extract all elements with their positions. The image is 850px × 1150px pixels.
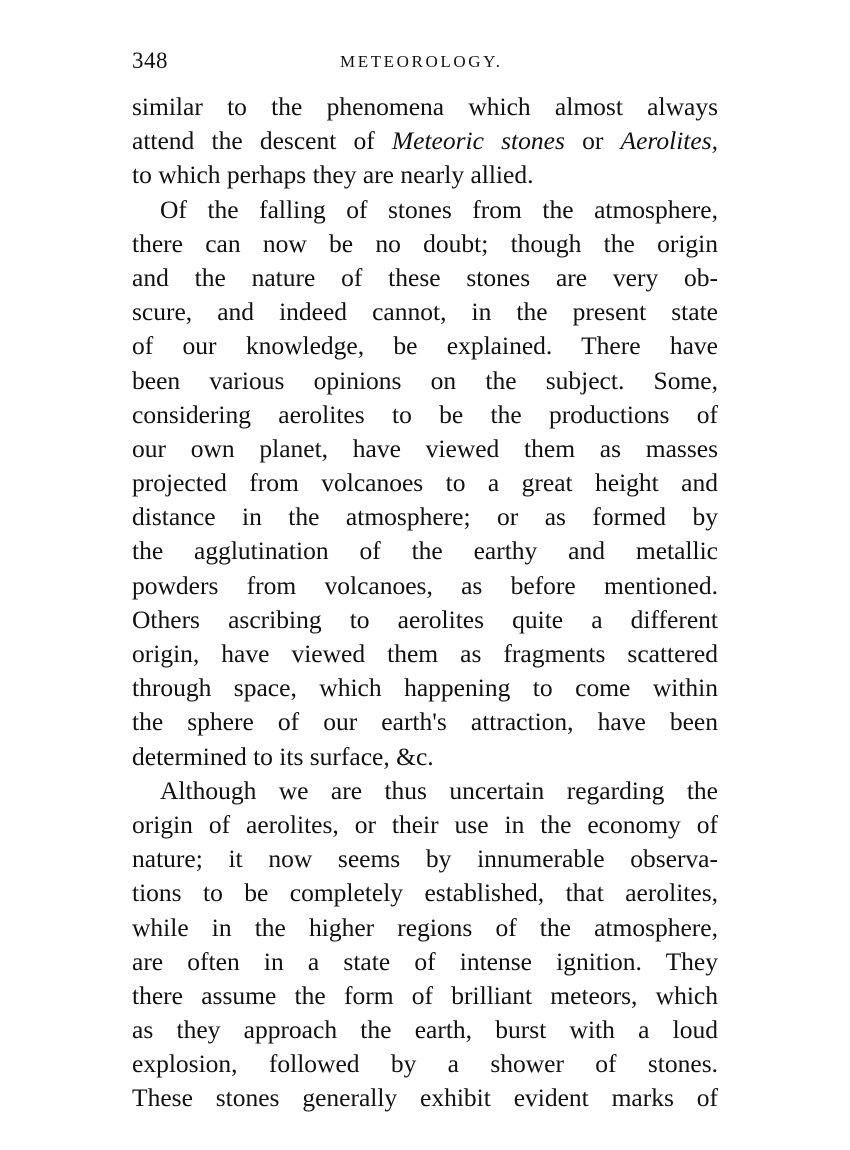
text-line: origin, have viewed them as fragments scattered [132, 639, 718, 668]
paragraph-1 [132, 90, 718, 193]
italic-term-aerolites: Aerolites, [620, 126, 718, 156]
text-line: our own planet, have viewed them as masses [132, 433, 718, 463]
text-line: of our knowledge, be explained. There have [132, 331, 718, 361]
text-line: there can now be no doubt; though the origin [132, 228, 718, 258]
text-line: origin of aerolites, or their use in the economy of [132, 809, 718, 839]
text-line: been various opinions on the subject. Some, [132, 365, 718, 395]
text-line: These stones generally exhibit evident marks of [132, 1083, 718, 1113]
text-line: through space, which happening to come within [132, 673, 718, 703]
text-line: the agglutination of the earthy and metallic [132, 536, 718, 566]
text-line: projected from volcanoes to a great height and [132, 468, 718, 498]
text-line: the sphere of our earth's attraction, have been [132, 707, 718, 737]
text-line: there assume the form of brilliant meteors, which [132, 980, 718, 1010]
text-line: to which perhaps they are nearly allied. [132, 160, 534, 190]
running-head [132, 48, 718, 82]
text-line: determined to its surface, &c. [132, 741, 434, 771]
text-line: scure, and indeed cannot, in the present state [132, 297, 718, 327]
text-line: are often in a state of intense ignition. They [132, 946, 718, 976]
text-line: nature; it now seems by innumerable observa- [132, 844, 718, 874]
text-line: explosion, followed by a shower of stones. [132, 1049, 718, 1079]
text-line: and the nature of these stones are very ob- [132, 262, 718, 292]
text-line: as they approach the earth, burst with a loud [132, 1015, 718, 1045]
text-line: Of the falling of stones from the atmosphere, [160, 194, 718, 224]
text-line: powders from volcanoes, as before mentioned. [132, 570, 718, 600]
paragraph-3 [132, 774, 718, 1116]
italic-term-meteoric-stones: Meteoric stones [391, 126, 565, 156]
text-segment: or [564, 126, 621, 156]
text-line: similar to the phenomena which almost always [132, 92, 718, 121]
text-line: considering aerolites to be the productions of [132, 399, 718, 429]
text-line: tions to be completely established, that aerolites, [132, 878, 718, 908]
page-number: 348 [132, 48, 168, 73]
text-line: Others ascribing to aerolites quite a different [132, 604, 718, 634]
text-line: distance in the atmosphere; or as formed by [132, 502, 718, 532]
running-title: METEOROLOGY. [340, 52, 503, 71]
text-line: Although we are thus uncertain regarding the [160, 775, 718, 805]
paragraph-2 [132, 193, 718, 774]
text-line [132, 124, 718, 158]
book-page [132, 48, 718, 1116]
text-segment: attend the descent of [132, 126, 392, 156]
text-line: while in the higher regions of the atmosphere, [132, 912, 718, 942]
